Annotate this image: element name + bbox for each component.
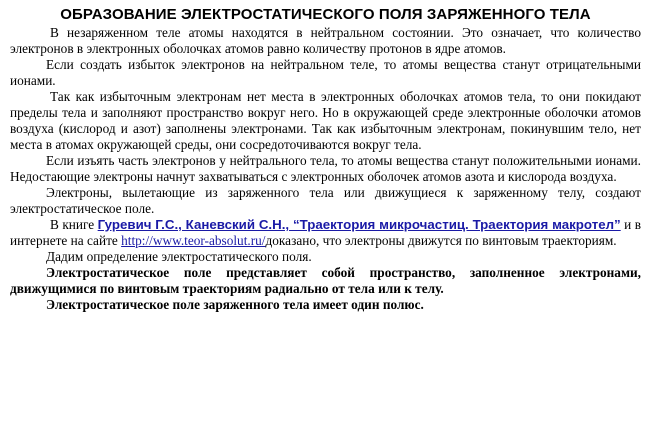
book-reference-prefix: В книге: [50, 217, 98, 232]
website-link[interactable]: http://www.teor-absolut.ru/: [121, 233, 266, 248]
paragraph-remove-electrons: Если изъять часть электронов у нейтрального тела, то атомы вещества станут положительными ионами. Недостающие электроны начнут захватываться с электронных оболочек атомов азота и кислорода воздуха.: [10, 153, 641, 184]
paragraph-book-reference: [10, 217, 641, 249]
book-reference-mid: и в интернете на сайте: [10, 217, 642, 248]
document-page: [10, 6, 641, 313]
paragraph-excess-electrons: Если создать избыток электронов на нейтральном теле, то атомы вещества станут отрицательными ионами.: [10, 57, 641, 88]
book-reference-suffix: доказано, что электроны движутся по винтовым траекториям.: [265, 233, 617, 248]
paragraph-field-creation: Электроны, вылетающие из заряженного тела или движущиеся к заряженному телу, создают электростатическое поле.: [10, 185, 641, 216]
paragraph-neutral-body: В незаряженном теле атомы находятся в нейтральном состоянии. Это означает, что количество электронов в электронных оболочках атомов равно количеству протонов в ядре атомов.: [10, 25, 641, 56]
paragraph-definition-intro: Дадим определение электростатического поля.: [46, 249, 312, 264]
book-title-link[interactable]: Гуревич Г.С., Каневский С.Н., “Траектория микрочастиц. Траектория макротел”: [97, 217, 621, 232]
paragraph-definition: Электростатическое поле представляет собой пространство, заполненное электронами, движущимися по винтовым траекториям радиально от тела или к телу.: [10, 265, 641, 296]
page-title: ОБРАЗОВАНИЕ ЭЛЕКТРОСТАТИЧЕСКОГО ПОЛЯ ЗАРЯЖЕННОГО ТЕЛА: [60, 6, 591, 23]
paragraph-single-pole: Электростатическое поле заряженного тела имеет один полюс.: [46, 297, 424, 312]
paragraph-electrons-leave-body: Так как избыточным электронам нет места в электронных оболочках атомов тела, то они покидают пределы тела и заполняют пространство вокруг него. Но в окружающей среде электронные оболочки атомов воздуха (кислород и азот) заполнены электронами. Так как избыточным электронам, покинувшим тело, нет места в атомах окружающей среды, они сосредоточиваются вокруг тела.: [10, 89, 641, 152]
